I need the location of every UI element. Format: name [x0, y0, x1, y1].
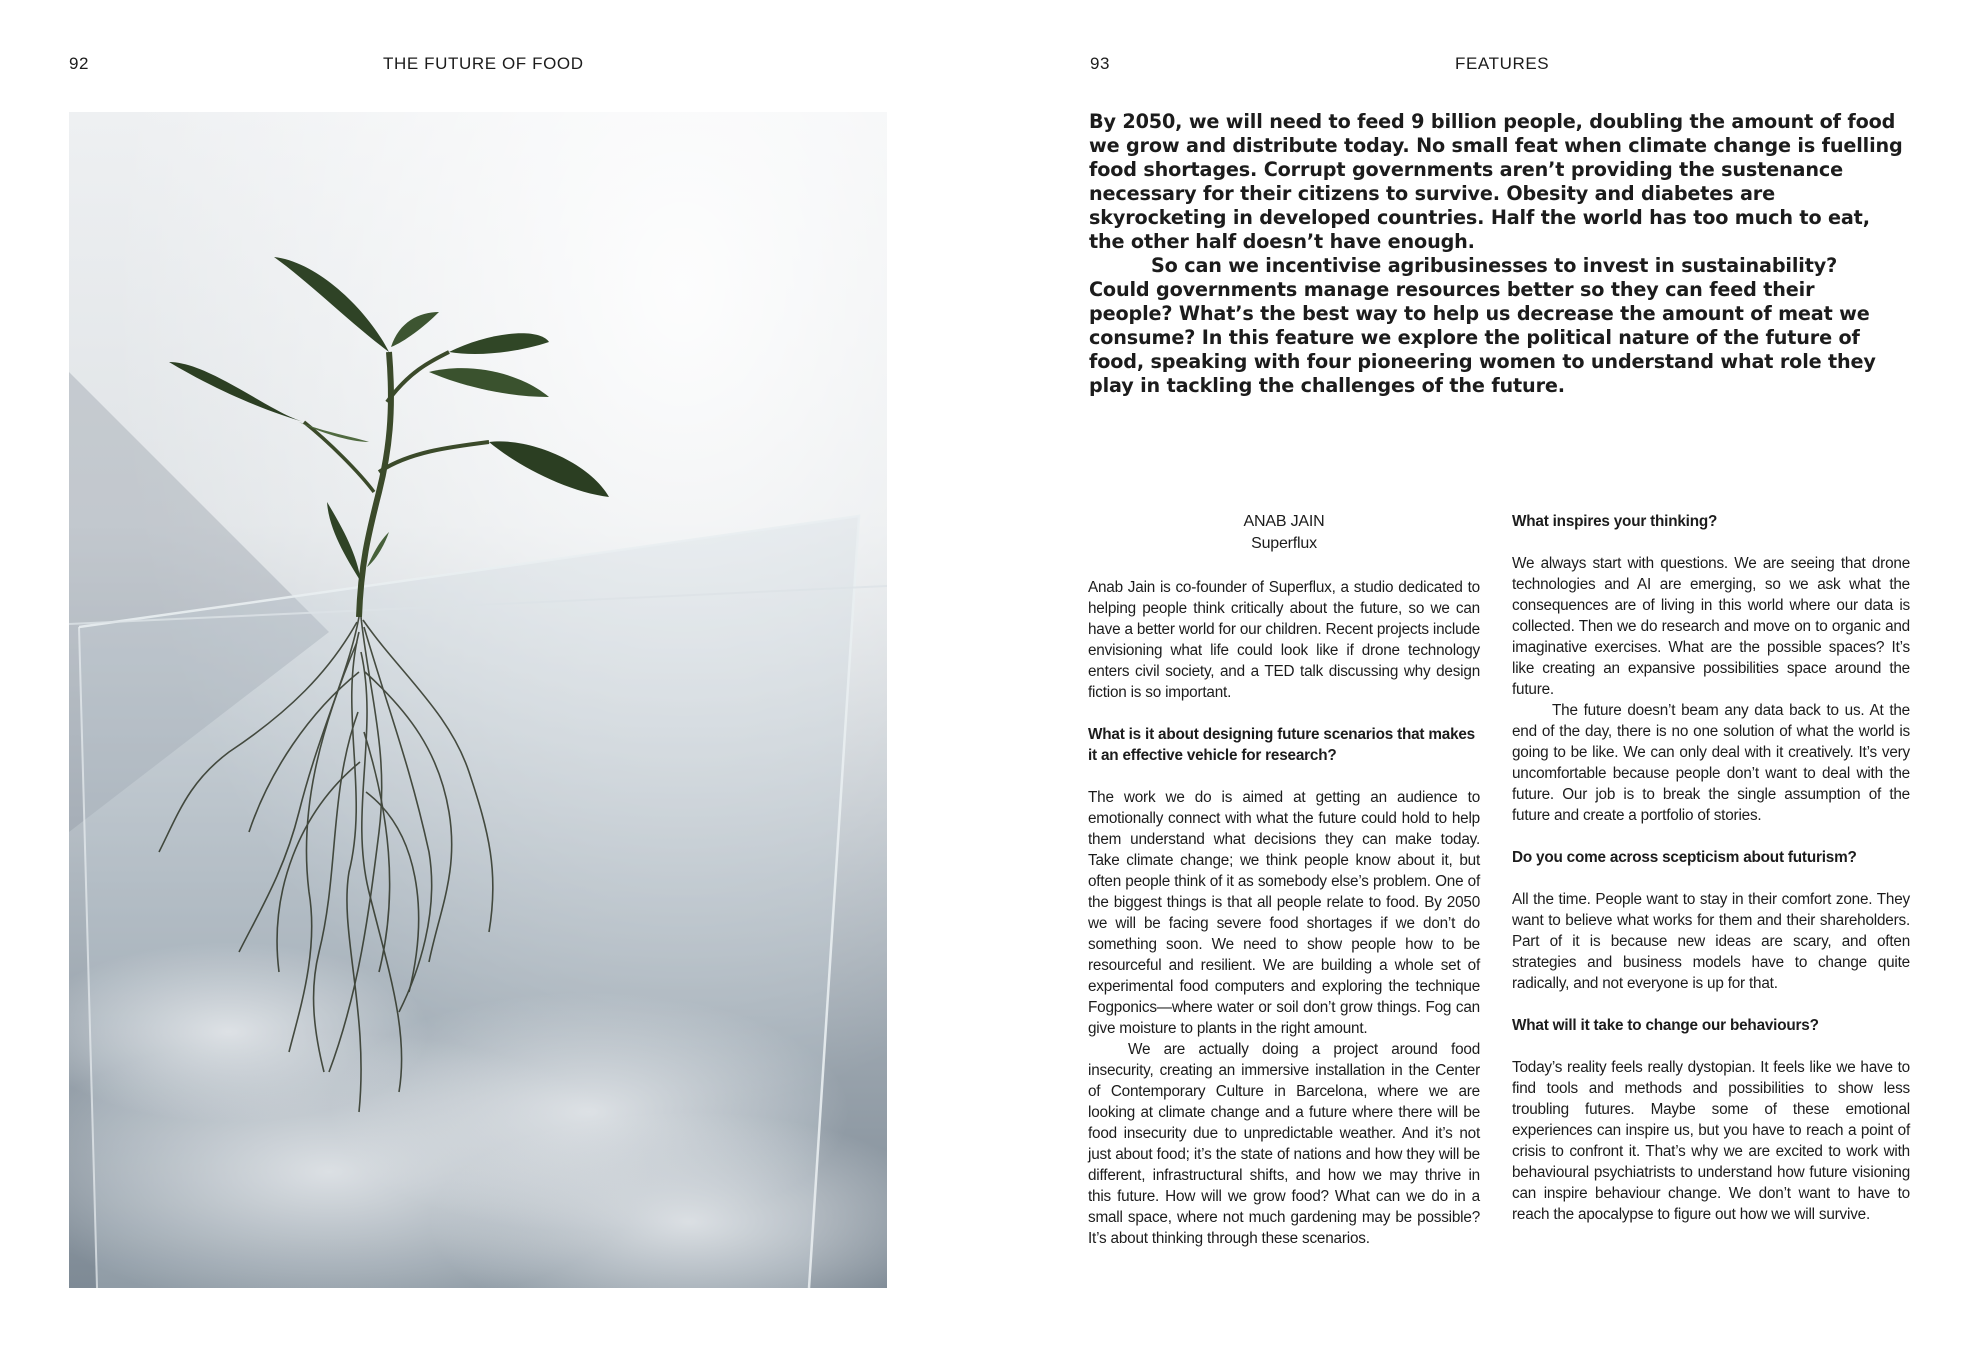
interview-answer: We are actually doing a project around food insecurity, creating an immersive installation in the Center of Contemporary Culture in Barcelona, where we are looking at climate change and a future where there will be food insecurity due to unpredictable weather. And it’s not just about food; it’s the state of nations and how they will be different, infrastructural shifts, and how we may thrive in this future. How will we grow food? What can we do in a small space, where not much gardening may be possible? It’s about thinking through these scenarios. — [1088, 1041, 1480, 1247]
intro-paragraph: So can we incentivise agribusinesses to invest in sustainability? Could governments manage resources better so they can feed their people? What’s the best way to help us decrease the amount of meat we consume? In this feature we explore the political nature of the future of food, speaking with four pioneering women to understand what role they play in tackling the challenges of the future. — [1089, 254, 1876, 397]
interview-answer: All the time. People want to stay in their comfort zone. They want to believe what works for them and their shareholders. Part of it is because new ideas are scary, and often strategies and business models have to change quite radically, and not everyone is up for that. — [1512, 891, 1910, 992]
interviewee-organisation: Superflux — [1251, 534, 1317, 552]
interviewee-name: ANAB JAIN — [1243, 513, 1325, 530]
interview-question: What will it take to change our behaviours? — [1512, 1017, 1819, 1034]
interview-question: What is it about designing future scenarios that makes it an effective vehicle for research? — [1088, 726, 1475, 764]
right-page-number: 93 — [1090, 54, 1111, 73]
interviewee-bio: Anab Jain is co-founder of Superflux, a studio dedicated to helping people think critically about the future, so we can have a better world for our children. Recent projects include envisioning what life could look like if drone technology enters civil society, and a TED talk discussing why design fiction is so important. — [1088, 579, 1480, 701]
interview-answer: The future doesn’t beam any data back to us. At the end of the day, there is no one solution of what the world is going to be like. We can only deal with it creatively. It’s very uncomfortable because people don’t want to deal with the future. Our job is to break the single assumption of the future and create a portfolio of stories. — [1512, 702, 1910, 824]
interview-answer: The work we do is aimed at getting an audience to emotionally connect with what the future could hold to help them understand what decisions they can make today. Take climate change; we think people know about it, but often people think of it as somebody else’s problem. One of the biggest things is that all people relate to food. By 2050 we will be facing severe food shortages if we don’t do something soon. We need to show people how to be resourceful and resilient. We are building a whole set of experimental food computers and exploring the technique Fogponics—where water or soil don’t grow things. Fog can give moisture to plants in the right amount. — [1088, 789, 1480, 1037]
intro-paragraph: By 2050, we will need to feed 9 billion people, doubling the amount of food we grow and distribute today. No small feat when climate change is fuelling food shortages. Corrupt governments aren’t providing the sustenance necessary for their citizens to survive. Obesity and diabetes are skyrocketing in developed countries. Half the world has too much to eat, the other half doesn’t have enough. — [1089, 110, 1903, 253]
interview-answer: We always start with questions. We are seeing that drone technologies and AI are emerging, so we ask what the consequences are of living in this world where our data is collected. Then we do research and move on to organic and imaginative exercises. What are the possible spaces? It’s like creating an expansive possibilities space around the future. — [1512, 555, 1910, 698]
interview-answer: Today’s reality feels really dystopian. It feels like we have to find tools and methods and possibilities to show less troubling futures. Maybe some of these emotional experiences can inspire us, but you have to reach a point of crisis to confront it. That’s why we are excited to work with behavioural psychiatrists to understand how future visioning can inspire behaviour change. We don’t want to have to reach the apocalypse to figure out how we will survive. — [1512, 1059, 1910, 1223]
article-column-right — [1512, 511, 1910, 1225]
interview-question: Do you come across scepticism about futurism? — [1512, 849, 1857, 866]
intro-text — [1089, 110, 1904, 398]
left-running-head: THE FUTURE OF FOOD — [383, 54, 584, 73]
article-column-left — [1088, 511, 1480, 1249]
interview-question: What inspires your thinking? — [1512, 513, 1718, 530]
right-running-head: FEATURES — [1455, 54, 1550, 73]
interviewee-byline — [1088, 511, 1480, 554]
left-page-number: 92 — [69, 54, 90, 73]
plant-photo — [69, 112, 887, 1288]
